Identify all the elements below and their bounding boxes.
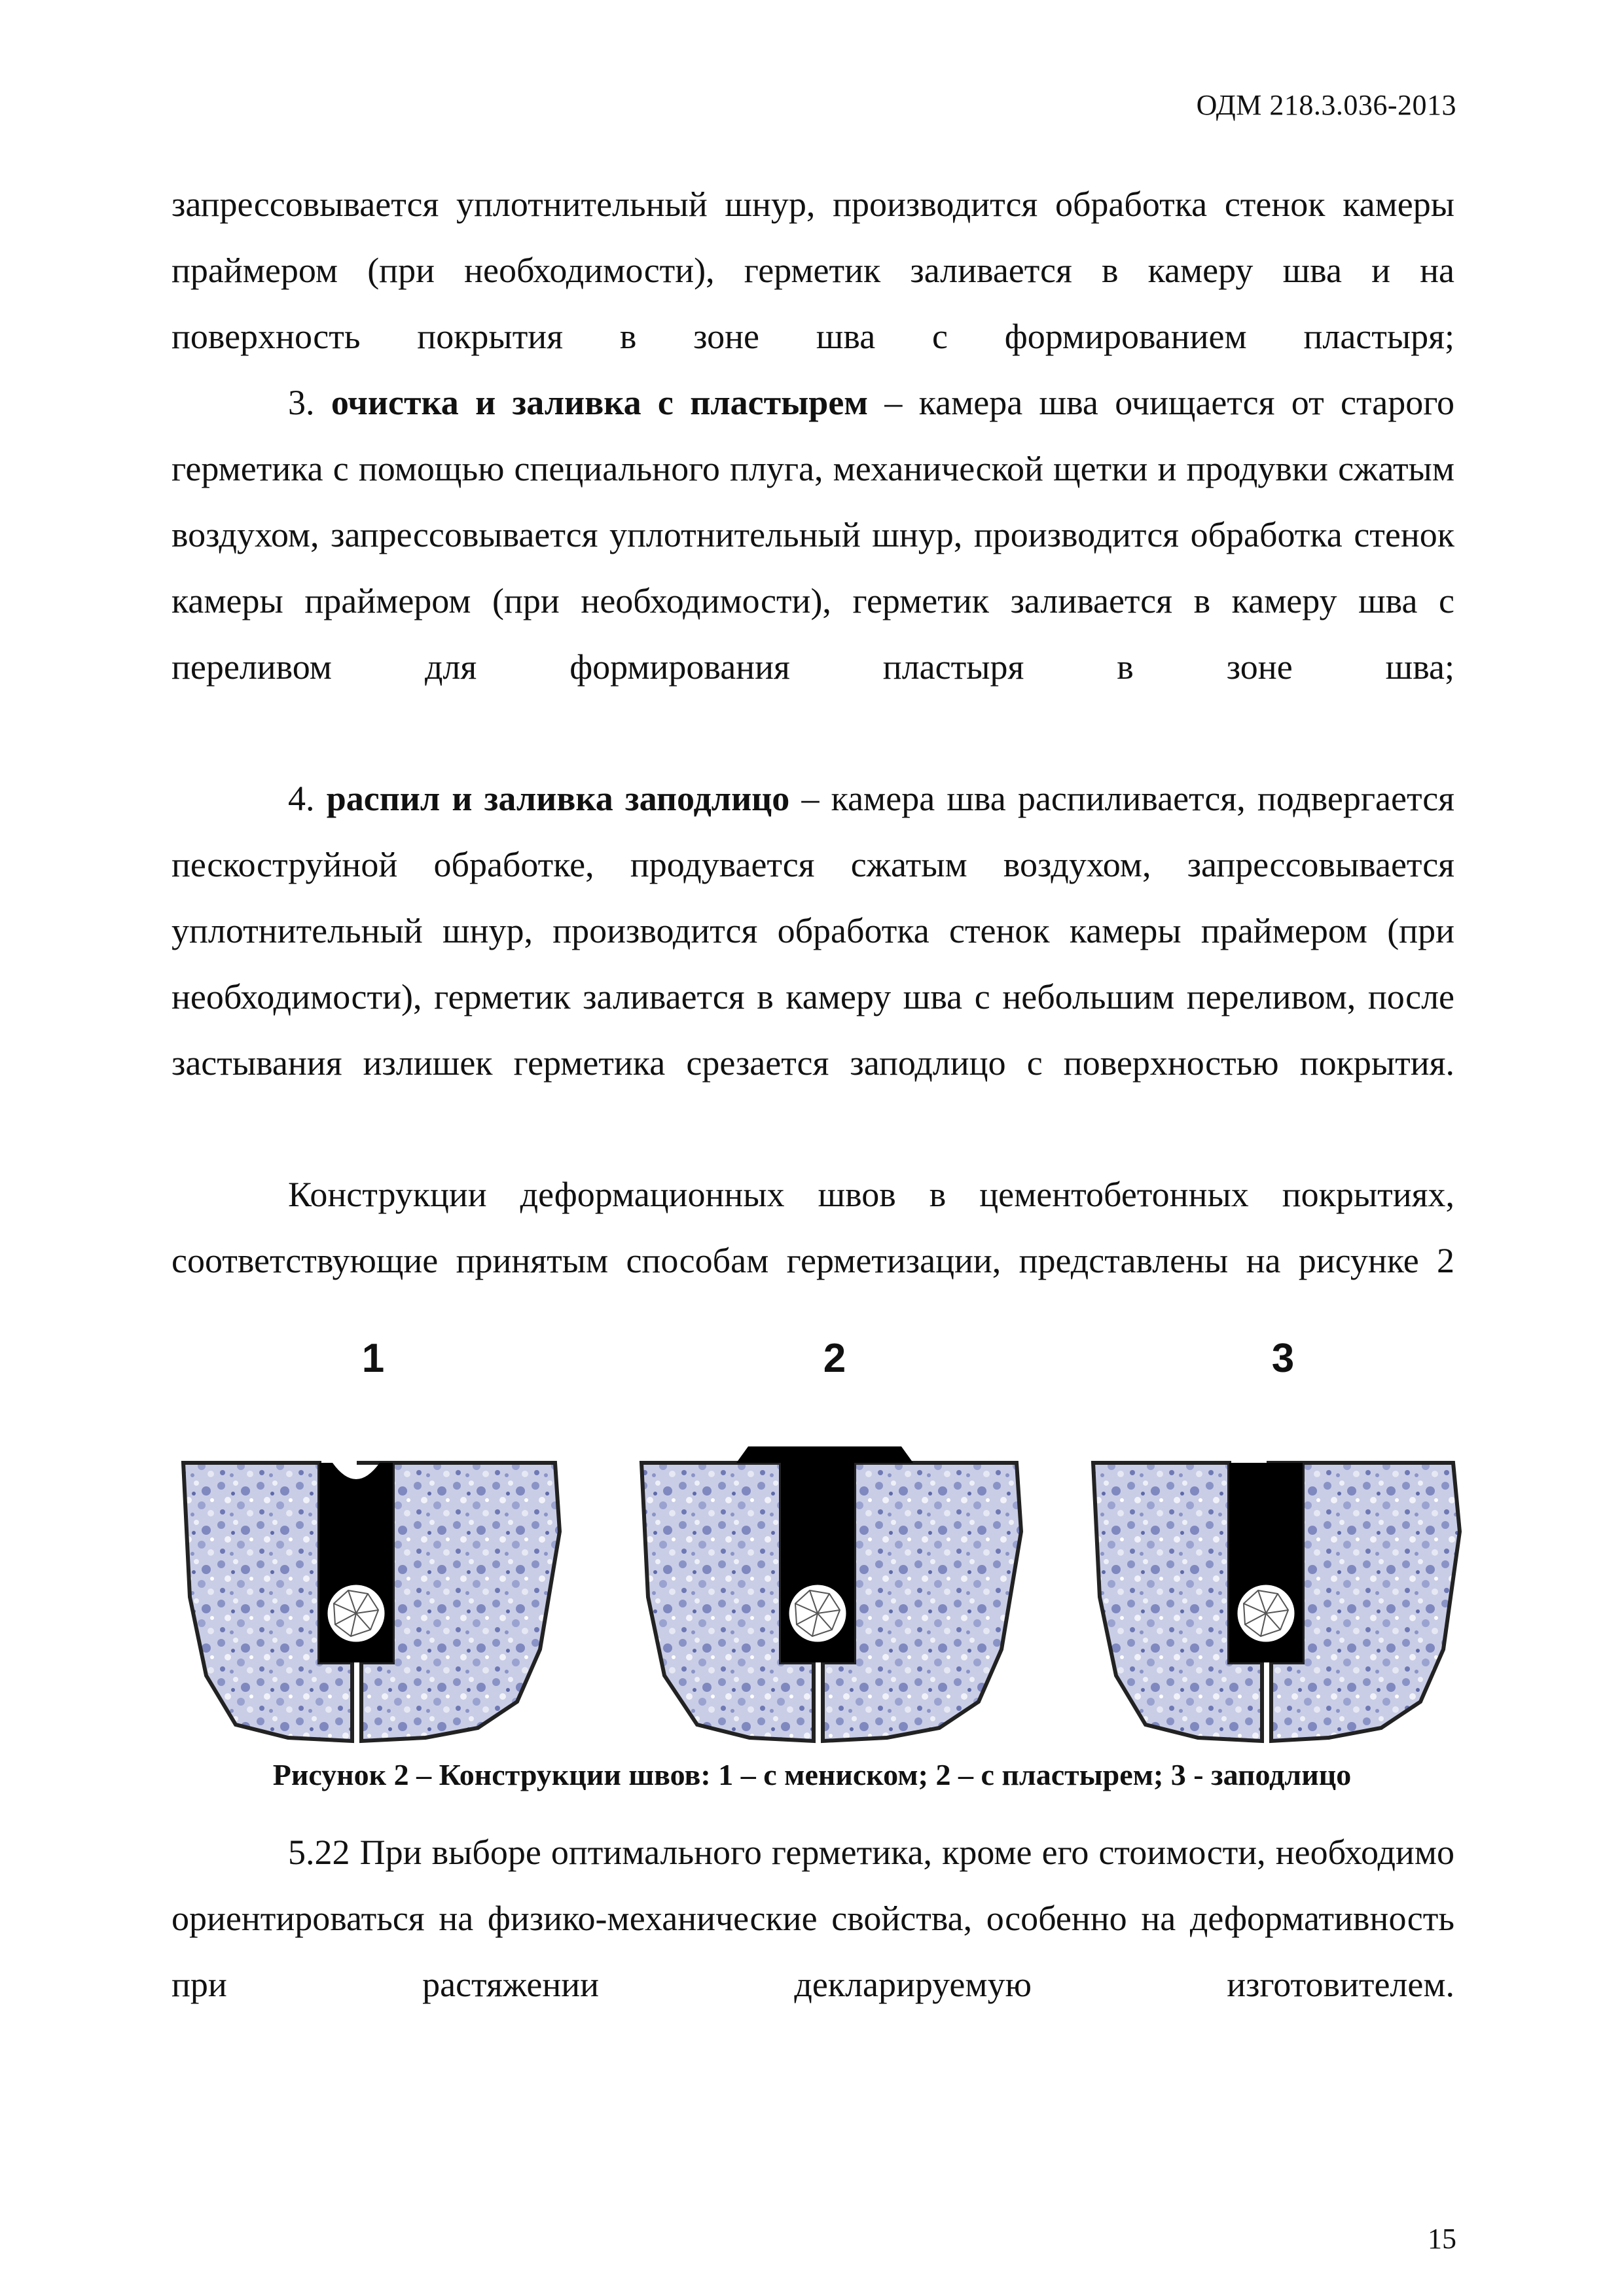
- list-text: – камера шва распиливается, подвергается пескоструйной обработке, продувается сжатым воздухом, запрессовывается уплотнительный шнур, производится обработка стенок камеры праймером (при необходимости), герметик заливается в камеру шва с небольшим переливом, после застывания излишек герметика срезается заподлицо с поверхностью покрытия.: [171, 779, 1455, 1083]
- list-number: 4.: [288, 779, 315, 818]
- figure-label-2: 2: [823, 1336, 846, 1381]
- list-item-3: [171, 370, 1454, 700]
- list-number: 3.: [288, 383, 315, 422]
- figure-label-3: 3: [1271, 1336, 1295, 1381]
- paragraph-text: Конструкции деформационных швов в цементобетонных покрытиях, соответствующие принятым способам герметизации, представлены на рисунке 2: [171, 1175, 1454, 1280]
- joint-figure-3: [1087, 1335, 1479, 1754]
- document-code: ОДМ 218.3.036-2013: [1196, 89, 1456, 121]
- list-text: – камера шва очищается от старого герметика с помощью специального плуга, механической щетки и продувки сжатым воздухом, запрессовывается уплотнительный шнур, производится обработка стенок камеры праймером (при необходимости), герметик заливается в камеру шва с переливом для формирования пластыря в зоне шва;: [171, 383, 1454, 687]
- joint-figure-1: [177, 1335, 569, 1754]
- joint-flush-diagram: [1087, 1401, 1479, 1754]
- joint-patch-diagram: [638, 1401, 1031, 1754]
- joint-meniscus-diagram: [177, 1401, 569, 1754]
- list-term: очистка и заливка с пластырем: [331, 383, 869, 422]
- paragraph-continuation: [171, 171, 1454, 370]
- joint-figure-2: [638, 1335, 1031, 1754]
- list-term: распил и заливка заподлицо: [326, 779, 790, 818]
- figure-caption: Рисунок 2 – Конструкции швов: 1 – с мениском; 2 – с пластырем; 3 - заподлицо: [272, 1758, 1352, 1791]
- paragraph-text: 5.22 При выборе оптимального герметика, кроме его стоимости, необходимо ориентироваться на физико-механические свойства, особенно на деформативность при растяжении декларируемую изготовителем.: [171, 1833, 1454, 2004]
- list-item-4: [171, 766, 1454, 1096]
- figure-label-1: 1: [361, 1336, 385, 1381]
- figure-intro-paragraph: [171, 1162, 1454, 1294]
- page-number: 15: [1428, 2223, 1456, 2255]
- section-5-22-paragraph: [171, 1820, 1454, 2018]
- paragraph-text: запрессовывается уплотнительный шнур, производится обработка стенок камеры праймером (при необходимости), герметик заливается в камеру шва и на поверхность покрытия в зоне шва с формированием пластыря;: [171, 185, 1454, 356]
